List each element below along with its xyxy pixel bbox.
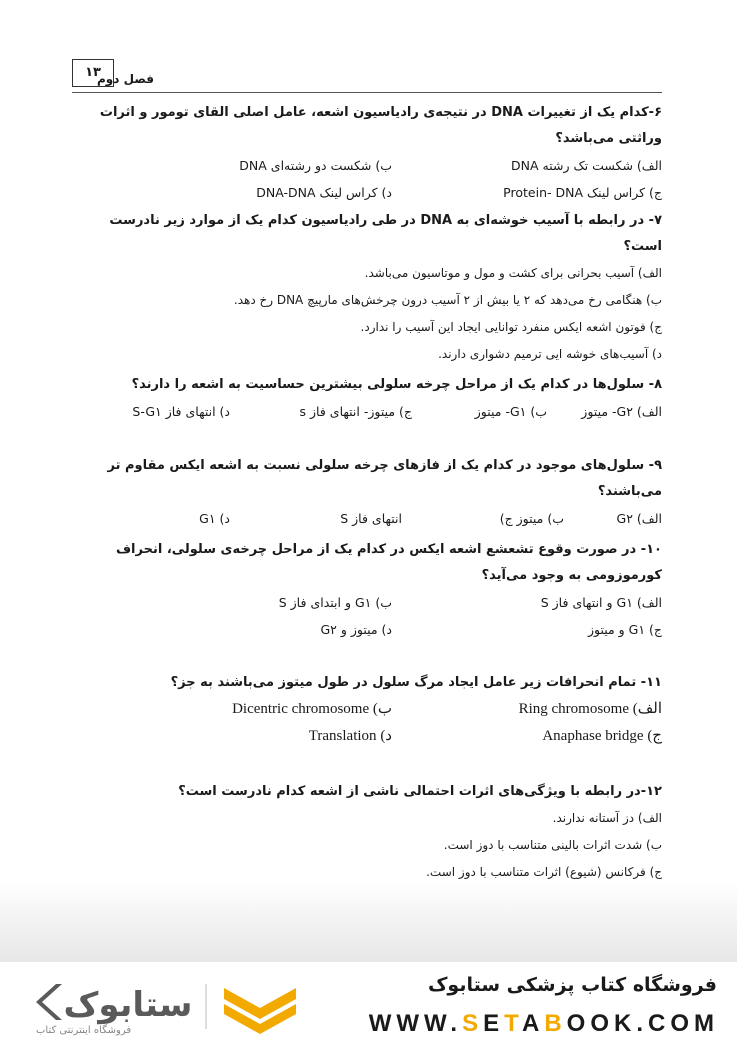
option-c: ج) فرکانس (شیوع) اثرات متناسب با دوز است.: [426, 865, 662, 879]
options-row: [72, 398, 662, 425]
question-title: ۹- سلول‌های موجود در کدام یک از فازهای چرخه سلولی نسبت به اشعه ایکس مقاوم تر می‌باشند؟: [107, 458, 662, 499]
option-b: ب) Dicentric chromosome: [232, 701, 392, 717]
logo-text: ستابوک: [63, 985, 193, 1025]
url-letter-e: E: [483, 1010, 505, 1037]
option-c: انتهای فاز S: [340, 511, 402, 526]
option-d: د) G۱: [199, 511, 230, 526]
option-a: الف) دز آستانه ندارند.: [552, 811, 662, 825]
store-name: فروشگاه کتاب پزشکی ستابوک: [427, 974, 717, 996]
url-highlight-s: S: [462, 1010, 484, 1037]
options-row: [72, 589, 662, 616]
page-bottom-shadow: [0, 880, 737, 965]
question-8: [72, 372, 662, 425]
option-a: الف) G۱ و انتهای فاز S: [540, 595, 662, 610]
options-row: [72, 696, 662, 723]
options-row: [72, 505, 662, 532]
question-7: [72, 208, 662, 368]
question-6: [72, 100, 662, 206]
option-a: الف) Ring chromosome: [518, 701, 662, 717]
chapter-title: فصل دوم: [97, 72, 154, 86]
option-b: ب) شدت اثرات بالینی متناسب با دوز است.: [443, 838, 662, 852]
option-a: الف) G۲: [616, 511, 662, 526]
option-c: ج) میتوز- انتهای فاز s: [299, 404, 412, 419]
question-10: [72, 537, 662, 643]
options-row: [72, 152, 662, 179]
option-a: الف) شکست تک رشته DNA: [511, 158, 662, 173]
option-c: ج) فوتون اشعه ایکس منفرد توانایی ایجاد این آسیب را ندارد.: [360, 320, 662, 334]
page-header: [72, 58, 662, 93]
option-b: ب) هنگامی رخ می‌دهد که ۲ یا بیش از ۲ آسیب درون چرخش‌های مارپیچ DNA رخ دهد.: [233, 293, 662, 307]
options-row: [72, 616, 662, 643]
question-title: ۱۱- تمام انحرافات زیر عامل ایجاد مرگ سلول در طول میتوز می‌باشند به جز؟: [170, 675, 662, 690]
url-suffix: OOK.COM: [566, 1010, 719, 1037]
option-b: ب) شکست دو رشته‌ای DNA: [239, 158, 392, 173]
options-row: [72, 723, 662, 750]
question-title: ۸- سلول‌ها در کدام یک از مراحل چرخه سلولی بیشترین حساسیت به اشعه را دارند؟: [131, 377, 662, 392]
option-a: الف) آسیب بحرانی برای کشت و مول و موتاسیون می‌باشد.: [364, 266, 662, 280]
url-prefix: WWW.: [368, 1010, 463, 1037]
question-title: ۷- در رابطه با آسیب خوشه‌ای به DNA در طی رادیاسیون کدام یک از موارد زیر نادرست است؟: [109, 213, 662, 254]
option-d: د) کراس لینک DNA-DNA: [256, 185, 392, 200]
page-number: ۱۳: [72, 59, 114, 87]
store-footer: [0, 962, 737, 1044]
option-b: ب) G۱ و ابتدای فاز S: [278, 595, 392, 610]
url-highlight-b: B: [544, 1010, 567, 1037]
logo-subtitle: فروشگاه اینترنتی کتاب: [36, 1025, 132, 1036]
option-d: د) میتوز و G۲: [320, 622, 392, 637]
option-d: د) آسیب‌های خوشه ایی ترمیم دشواری دارند.: [438, 347, 662, 361]
question-11: [72, 670, 662, 750]
url-letter-a: A: [521, 1010, 545, 1037]
option-b: ب) میتوز ج): [499, 511, 564, 526]
url-highlight-t: T: [504, 1010, 522, 1037]
option-b: ب) G۱- میتوز: [474, 404, 547, 419]
option-c: ج) کراس لینک Protein- DNA: [503, 185, 662, 200]
option-d: د) انتهای فاز S-G۱: [132, 404, 230, 419]
question-title: ۱۲-در رابطه با ویژگی‌های اثرات احتمالی ناشی از اشعه کدام نادرست است؟: [178, 784, 662, 799]
question-title: ۱۰- در صورت وقوع تشعشع اشعه ایکس در کدام یک از مراحل چرخه‌ی سلولی، انحراف کورموزومی به وجود می‌آید؟: [115, 542, 662, 583]
option-c: ج) Anaphase bridge: [542, 728, 662, 744]
options-row: [72, 179, 662, 206]
question-title: ۶-کدام یک از تغییرات DNA در نتیجه‌ی رادیاسیون اشعه، عامل اصلی القای تومور و اثرات وراثتی می‌باشد؟: [99, 105, 662, 146]
option-c: ج) G۱ و میتوز: [587, 622, 662, 637]
question-9: [72, 453, 662, 532]
option-d: د) Translation: [308, 728, 392, 744]
option-a: الف) G۲- میتوز: [581, 404, 662, 419]
store-url: [369, 1010, 719, 1038]
